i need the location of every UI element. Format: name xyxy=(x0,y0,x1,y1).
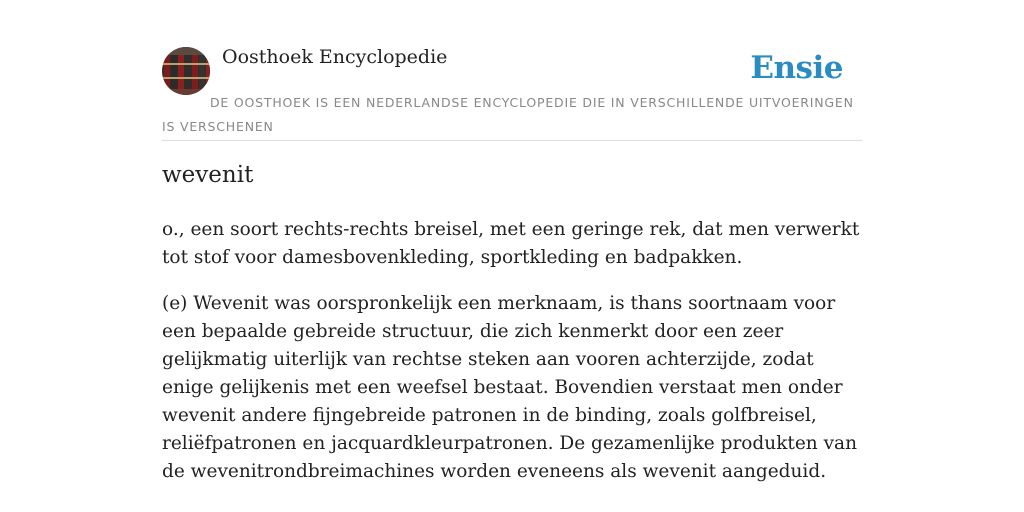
source-header xyxy=(162,44,862,141)
article-term: wevenit xyxy=(162,162,254,188)
ensie-logo[interactable]: Ensie xyxy=(750,50,843,86)
source-title[interactable]: Oosthoek Encyclopedie xyxy=(222,46,448,68)
encyclopedia-books-icon[interactable] xyxy=(162,47,210,95)
article-paragraph: (e) Wevenit was oorspronkelijk een merknaam, is thans soortnaam voor een bepaalde gebreide structuur, die zich kenmerkt door een zeer gelijkmatig uiterlijk van rechtse steken aan vooren achterzijde, zodat enige gelijkenis met een weefsel bestaat. Bovendien verstaat men onder wevenit andere fijngebreide patronen in de binding, zoals golfbreisel, reliëfpatronen en jacquardkleurpatronen. De gezamenlijke produkten van de wevenitrondbreimachines worden eveneens als wevenit aangeduid. xyxy=(162,293,857,482)
article-body xyxy=(162,216,868,504)
source-description: DE OOSTHOEK IS EEN NEDERLANDSE ENCYCLOPEDIE DIE IN VERSCHILLENDE UITVOERINGEN IS VERSCHENEN xyxy=(162,95,854,134)
article-paragraph: o., een soort rechts-rechts breisel, met een geringe rek, dat men verwerkt tot stof voor damesbovenkleding, sportkleding en badpakken. xyxy=(162,219,860,268)
